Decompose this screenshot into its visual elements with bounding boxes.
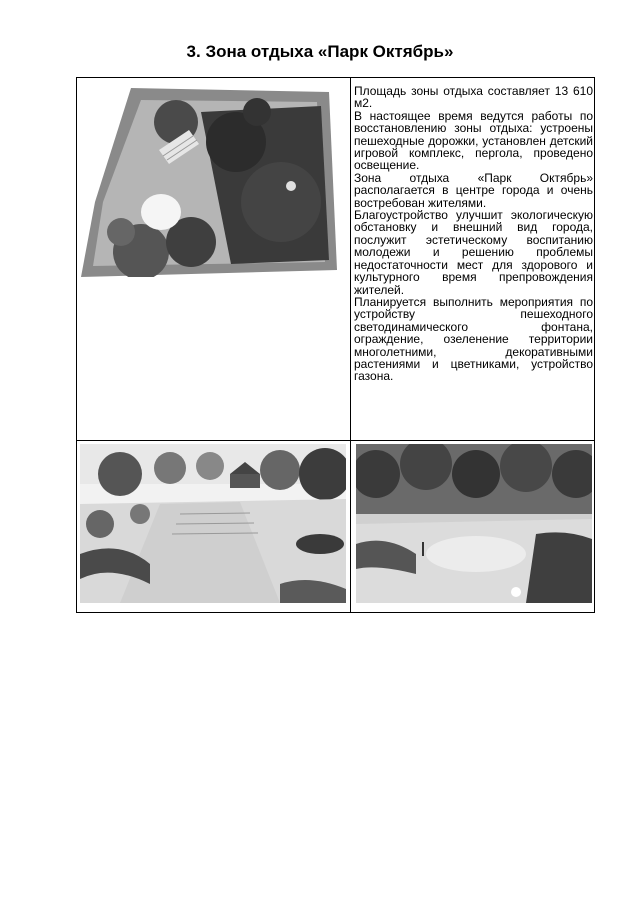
paragraph-location: Зона отдыха «Парк Октябрь» располагается в центре города и очень востребован жителями. xyxy=(354,170,593,210)
table-divider-vertical xyxy=(350,78,351,612)
info-table xyxy=(76,77,595,613)
paragraph-benefits: Благоустройство улучшит экологическую обстановку и внешний вид города, послужит эстетическому воспитанию молодежи и решению проблемы недостаточности мест для здорового и культурного время препровождения жителей. xyxy=(354,208,593,297)
paragraph-current-works: В настоящее время ведутся работы по восстановлению зоны отдыха: устроены пешеходные дорожки, установлен детский игровой комплекс, пергола, проведено освещение. xyxy=(354,108,593,173)
aerial-plan-image xyxy=(81,82,337,277)
park-render-paths-image xyxy=(80,444,346,603)
description-text xyxy=(354,85,593,383)
table-divider-horizontal xyxy=(77,440,594,441)
paragraph-planned-works: Планируется выполнить мероприятия по устройству пешеходного светодинамического фонтана, ограждение, озеленение территории многолетними, декоративными растениями и цветниками, устройство газона. xyxy=(354,294,593,384)
park-render-trees-image xyxy=(356,444,592,603)
paragraph-area: Площадь зоны отдыха составляет 13 610 м2. xyxy=(354,84,593,111)
page-title: 3. Зона отдыха «Парк Октябрь» xyxy=(186,42,454,61)
